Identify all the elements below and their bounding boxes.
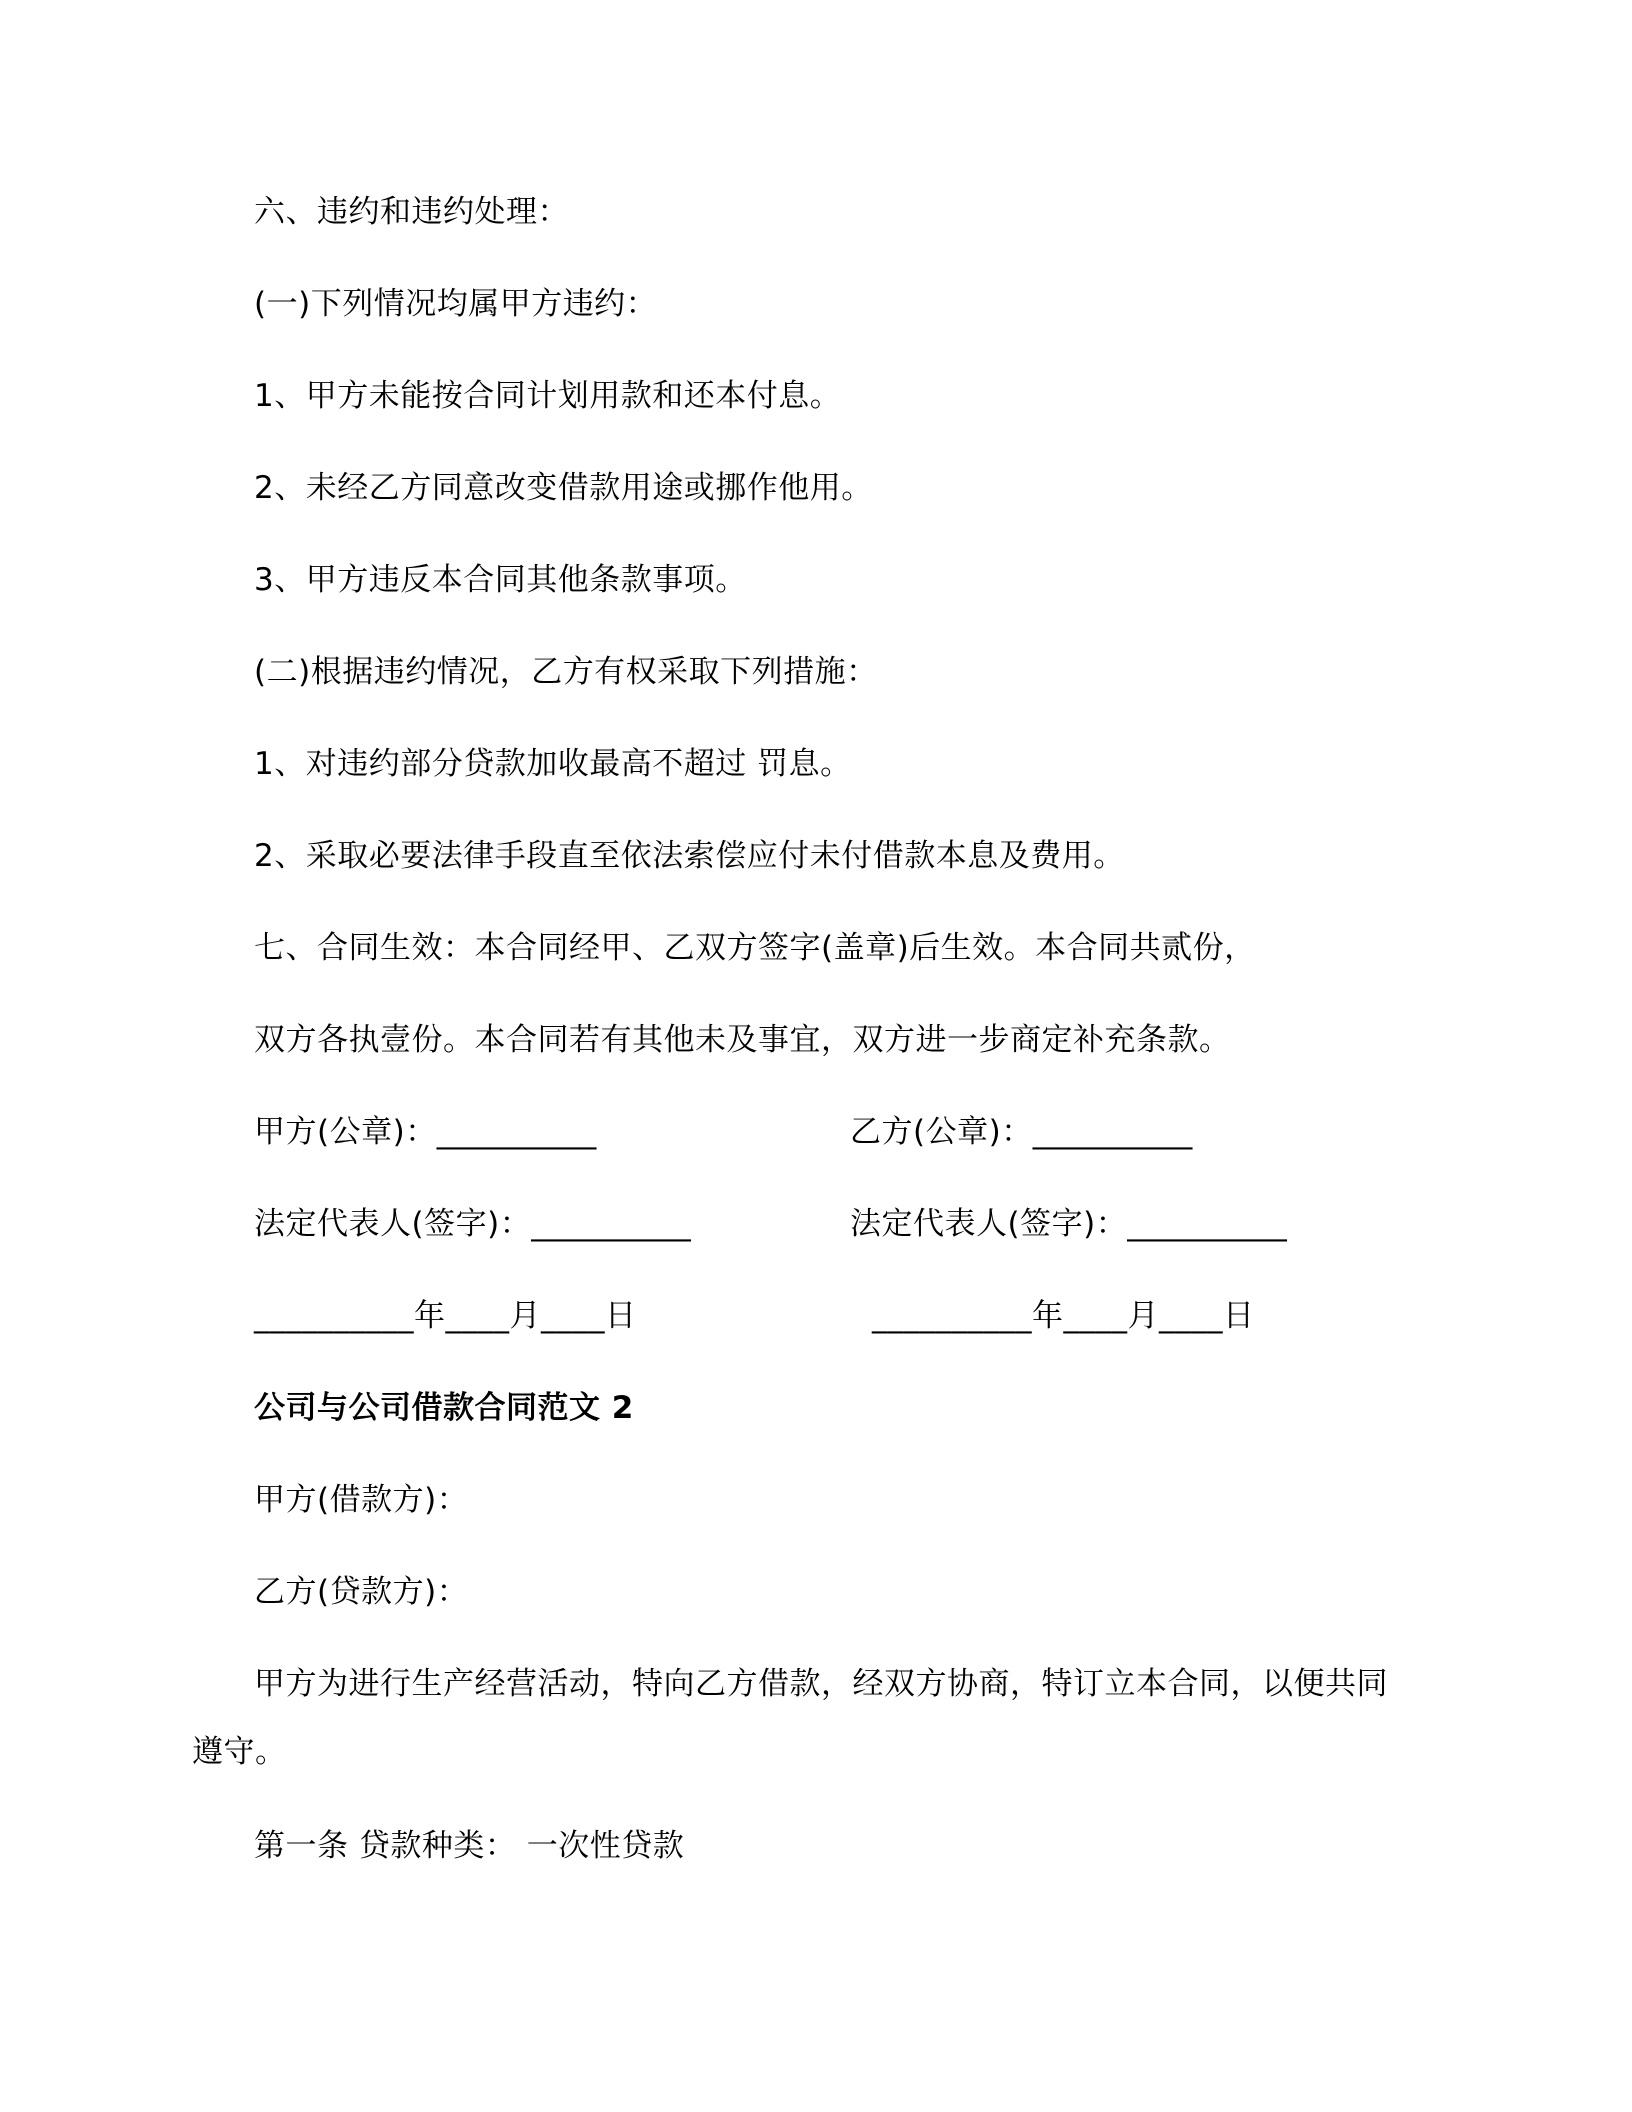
- party-a-representative: 法定代表人(签字)：__________: [254, 1206, 692, 1242]
- party-a-seal: 甲方(公章)：__________: [254, 1114, 597, 1150]
- section6-item1: 1、甲方未能按合同计划用款和还本付息。: [254, 378, 842, 414]
- section6-sub1: (一)下列情况均属甲方违约：: [254, 286, 658, 322]
- section6-item3: 3、甲方违反本合同其他条款事项。: [254, 562, 747, 598]
- contract2-title: 公司与公司借款合同范文 2: [254, 1390, 634, 1426]
- section6-measure2: 2、采取必要法律手段直至依法索偿应付未付借款本息及费用。: [254, 838, 1125, 874]
- section6-heading: 六、违约和违约处理：: [254, 194, 569, 230]
- contract2-intro-line2: 遵守。: [192, 1734, 287, 1770]
- party-b-representative: 法定代表人(签字)：__________: [850, 1206, 1288, 1242]
- contract2-article1: 第一条 贷款种类： 一次性贷款: [254, 1828, 685, 1864]
- contract2-party-b: 乙方(贷款方)：: [254, 1574, 469, 1610]
- section6-sub2: (二)根据违约情况，乙方有权采取下列措施：: [254, 654, 878, 690]
- contract2-party-a: 甲方(借款方)：: [254, 1482, 469, 1518]
- section7-line2: 双方各执壹份。本合同若有其他未及事宜，双方进一步商定补充条款。: [254, 1022, 1231, 1058]
- section6-item2: 2、未经乙方同意改变借款用途或挪作他用。: [254, 470, 873, 506]
- contract2-intro-line1: 甲方为进行生产经营活动，特向乙方借款，经双方协商，特订立本合同，以便共同: [254, 1666, 1388, 1702]
- party-a-date: __________年____月____日: [254, 1298, 637, 1334]
- party-b-date: __________年____月____日: [872, 1298, 1255, 1334]
- section7-line1: 七、合同生效：本合同经甲、乙双方签字(盖章)后生效。本合同共贰份，: [254, 930, 1256, 966]
- party-b-seal: 乙方(公章)：__________: [850, 1114, 1193, 1150]
- section6-measure1: 1、对违约部分贷款加收最高不超过 罚息。: [254, 746, 852, 782]
